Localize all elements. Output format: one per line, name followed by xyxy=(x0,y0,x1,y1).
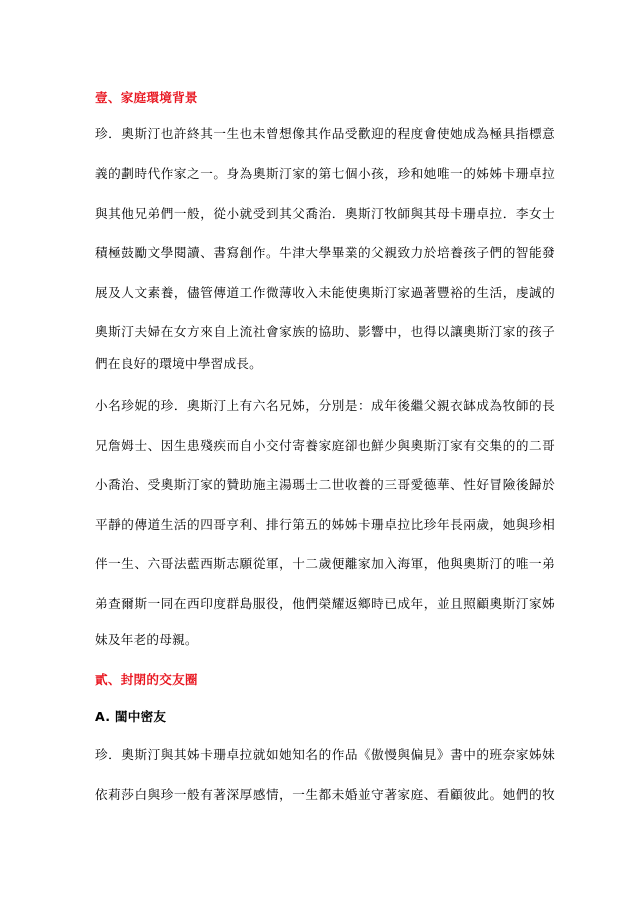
section-1-para-2-line-1: 小名珍妮的珍．奧斯汀上有六名兄姊，分別是：成年後繼父親衣缽成為牧師的長 xyxy=(95,398,555,413)
section-2-subheading: A. 閨中密友 xyxy=(95,709,167,724)
section-1-para-1-line-6: 奧斯汀夫婦在女方來自上流社會家族的協助、影響中，也得以讓奧斯汀家的孩子 xyxy=(95,324,555,339)
section-1-para-1-line-4: 積極鼓勵文學閱讀、書寫創作。牛津大學畢業的父親致力於培養孩子們的智能發 xyxy=(95,245,555,260)
section-1-para-1-line-1: 珍．奧斯汀也許終其一生也未曾想像其作品受歡迎的程度會使她成為極具指標意 xyxy=(95,126,555,141)
section-1-para-1-line-7: 們在良好的環境中學習成長。 xyxy=(95,356,262,371)
section-1-para-2-line-6: 弟查爾斯一同在西印度群島服役，他們榮耀返鄉時已成年，並且照顧奧斯汀家姊 xyxy=(95,596,555,611)
section-1-para-2-line-4: 平靜的傳道生活的四哥亨利、排行第五的姊姊卡珊卓拉比珍年長兩歲，她與珍相 xyxy=(95,517,555,532)
section-1-para-2-line-5: 伴一生、六哥法藍西斯志願從軍，十二歲便離家加入海軍，他與奧斯汀的唯一弟 xyxy=(95,556,555,571)
section-1-heading: 壹、家庭環境背景 xyxy=(95,90,198,105)
section-1-para-1-line-5: 展及人文素養，儘管傳道工作微薄收入未能使奧斯汀家過著豐裕的生活，虔誠的 xyxy=(95,285,555,300)
section-1-para-2-line-3: 小喬治、受奧斯汀家的贊助施主湯瑪士二世收養的三哥愛德華、性好冒險後歸於 xyxy=(95,477,555,492)
section-1-para-2-line-2: 兄詹姆士、因生患殘疾而自小交付寄養家庭卻也鮮少與奧斯汀家有交集的的二哥 xyxy=(95,438,555,453)
section-2-para-1-line-1: 珍．奧斯汀與其姊卡珊卓拉就如她知名的作品《傲慢與偏見》書中的班奈家姊妹 xyxy=(95,747,555,762)
section-2-heading: 貳、封閉的交友圈 xyxy=(95,672,198,687)
section-2-para-1-line-2: 依莉莎白與珍一般有著深厚感情，一生都未婚並守著家庭、看顧彼此。她們的牧 xyxy=(95,787,555,802)
section-1-para-1-line-2: 義的劃時代作家之一。身為奧斯汀家的第七個小孩，珍和她唯一的姊姊卡珊卓拉 xyxy=(95,166,555,181)
section-1-para-2-line-7: 妹及年老的母親。 xyxy=(95,632,198,647)
section-1-para-1-line-3: 與其他兄弟們一般，從小就受到其父喬治．奧斯汀牧師與其母卡珊卓拉．李女士 xyxy=(95,206,555,221)
